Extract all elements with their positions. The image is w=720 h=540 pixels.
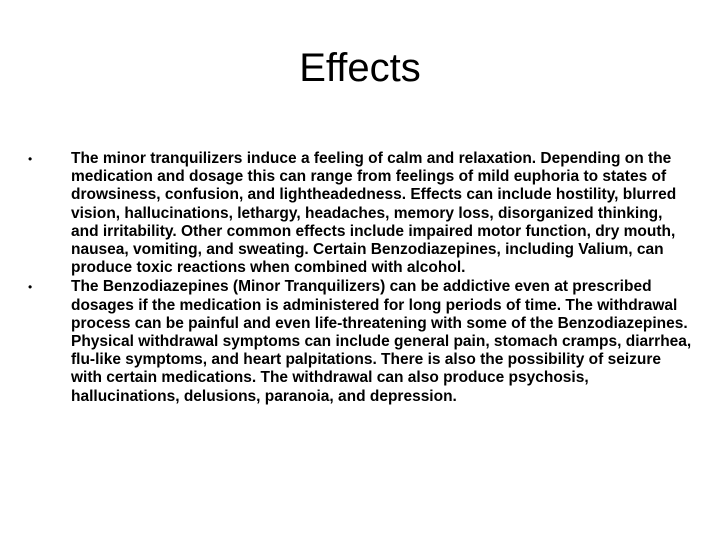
bullet-icon: • [28,152,33,166]
bullet-text: The minor tranquilizers induce a feeling of calm and relaxation. Depending on the medication and dosage this can range from feelings of mild euphoria to states of drowsiness, confusion, and lightheadedness. Effects can include hostility, blurred vision, hallucinations, lethargy, headaches, memory loss, disorganized thinking, and irritability. Other common effects include impaired motor function, dry mouth, nausea, vomiting, and sweating. Certain Benzodiazepines, including Valium, can produce toxic reactions when combined with alcohol. [71,150,677,277]
bullet-item-addiction [28,278,692,405]
slide-title: Effects [299,46,421,90]
bullet-list [28,150,692,407]
bullet-item-effects [28,150,692,277]
bullet-text: The Benzodiazepines (Minor Tranquilizers) can be addictive even at prescribed dosages if the medication is administered for long periods of time. The withdrawal process can be painful and even life-threatening with some of the Benzodiazepines. Physical withdrawal symptoms can include general pain, stomach cramps, diarrhea, flu-like symptoms, and heart palpitations. There is also the possibility of seizure with certain medications. The withdrawal can also produce psychosis, hallucinations, delusions, paranoia, and depression. [71,278,692,405]
bullet-icon: • [28,280,33,295]
